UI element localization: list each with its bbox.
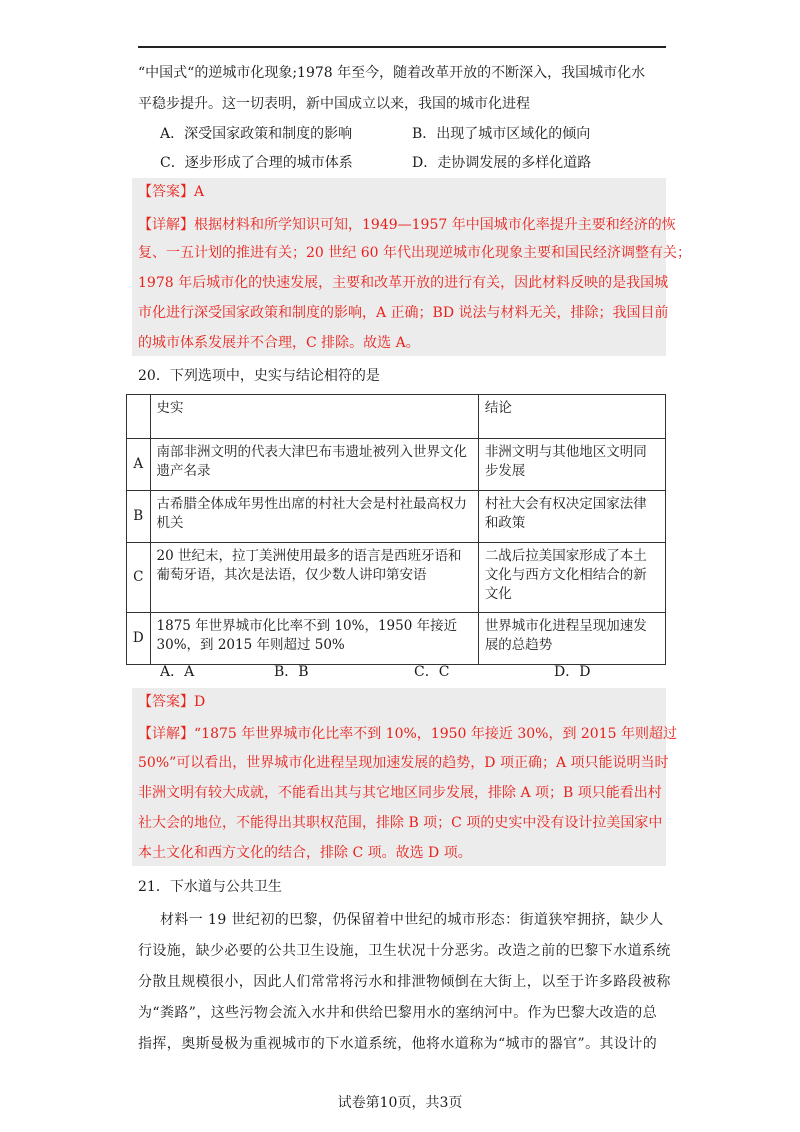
prev-explanation-line-1: 【详解】根据材料和所学知识可知，1949—1957 年中国城市化率提升主要和经济的恢	[138, 217, 676, 233]
q20-explanation-line-3: 非洲文明有较大成就，不能看出其与其它地区同步发展，排除 A 项；B 项只能看出村	[138, 785, 662, 801]
q20-option-b: B．B	[274, 664, 309, 680]
row-fact: 古希腊全体成年男性出席的村社大会是村社最高权力机关	[150, 491, 478, 543]
prev-answer-block	[132, 178, 691, 356]
table-row	[127, 613, 666, 665]
row-conclusion: 世界城市化进程呈现加速发展的总趋势	[478, 613, 665, 665]
row-fact: 1875 年世界城市化比率不到 10%，1950 年接近 30%，到 2015 年则超过 50%	[150, 613, 478, 665]
table-header-blank	[127, 395, 151, 439]
prev-option-b: B．出现了城市区域化的倾向	[412, 126, 591, 142]
row-conclusion: 非洲文明与其他地区文明同步发展	[478, 439, 665, 491]
prev-option-d: D．走协调发展的多样化道路	[412, 155, 592, 171]
row-label: A	[127, 439, 151, 491]
q20-explanation-line-2: 50%”可以看出，世界城市化进程呈现加速发展的趋势，D 项正确；A 项只能说明当时	[138, 755, 669, 771]
q20-explanation-line-5: 本土文化和西方文化的结合，排除 C 项。故选 D 项。	[138, 845, 472, 861]
q20-answer-block	[132, 688, 677, 866]
row-fact: 20 世纪末，拉丁美洲使用最多的语言是西班牙语和葡萄牙语，其次是法语，仅少数人讲印第安语	[150, 543, 478, 613]
q20-option-d: D．D	[554, 664, 591, 680]
prev-option-a: A．深受国家政策和制度的影响	[160, 126, 353, 142]
prev-option-c: C．逐步形成了合理的城市体系	[160, 155, 353, 171]
header-rule	[138, 46, 666, 48]
row-label: B	[127, 491, 151, 543]
table-row	[127, 439, 666, 491]
q20-answer: 【答案】D	[138, 694, 206, 710]
row-conclusion: 村社大会有权决定国家法律和政策	[478, 491, 665, 543]
table-header-row	[127, 395, 666, 439]
prev-explanation-line-2: 复、一五计划的推进有关；20 世纪 60 年代出现逆城市化现象主要和国民经济调整有关；	[138, 245, 691, 261]
q20-option-c: C．C	[414, 664, 450, 680]
row-conclusion: 二战后拉美国家形成了本土文化与西方文化相结合的新文化	[478, 543, 665, 613]
q20-table	[126, 394, 666, 665]
page-footer: 试卷第10页，共3页	[337, 1095, 463, 1111]
prev-explanation-line-3: 1978 年后城市化的快速发展，主要和改革开放的进行有关，因此材料反映的是我国城	[138, 275, 669, 291]
prev-explanation-line-4: 市化进行深受国家政策和制度的影响，A 正确；BD 说法与材料无关，排除；我国目前	[138, 305, 669, 321]
q21-title: 21．下水道与公共卫生	[138, 879, 282, 895]
q20-explanation-line-4: 社大会的地位，不能得出其职权范围，排除 B 项；C 项的史实中没有设计拉美国家中	[138, 815, 663, 831]
q21-material-line-3: 分散且规模很小，因此人们常常将污水和排泄物倾倒在大街上，以至于许多路段被称	[138, 974, 671, 990]
row-label: C	[127, 543, 151, 613]
row-fact: 南部非洲文明的代表大津巴布韦遗址被列入世界文化遗产名录	[150, 439, 478, 491]
table-header-fact: 史实	[150, 395, 478, 439]
q21-material-line-5: 指挥，奥斯曼极为重视城市的下水道系统，他将水道称为“城市的器官”。其设计的	[138, 1036, 658, 1052]
table-row	[127, 543, 666, 613]
q21-material-line-2: 行设施，缺少必要的公共卫生设施，卫生状况十分恶劣。改造之前的巴黎下水道系统	[138, 943, 671, 959]
q20-option-a: A．A	[160, 664, 195, 680]
q20-explanation-line-1: 【详解】“1875 年世界城市化比率不到 10%，1950 年接近 30%，到 2015 年则超过	[138, 726, 677, 742]
table-row	[127, 491, 666, 543]
prev-question-line-1: “中国式“的逆城市化现象;1978 年至今，随着改革开放的不断深入，我国城市化水	[138, 65, 646, 81]
table-header-conclusion: 结论	[478, 395, 665, 439]
prev-question-line-2: 平稳步提升。这一切表明，新中国成立以来，我国的城市化进程	[138, 96, 530, 112]
q21-material-line-1: 材料一 19 世纪初的巴黎，仍保留着中世纪的城市形态：街道狭窄拥挤，缺少人	[160, 912, 664, 928]
prev-explanation-line-5: 的城市体系发展并不合理，C 排除。故选 A。	[138, 335, 420, 351]
q21-material-line-4: 为“粪路”，这些污物会流入水井和供给巴黎用水的塞纳河中。作为巴黎大改造的总	[138, 1005, 658, 1021]
q20-title: 20．下列选项中，史实与结论相符的是	[138, 368, 380, 384]
row-label: D	[127, 613, 151, 665]
prev-answer: 【答案】A	[138, 184, 205, 200]
